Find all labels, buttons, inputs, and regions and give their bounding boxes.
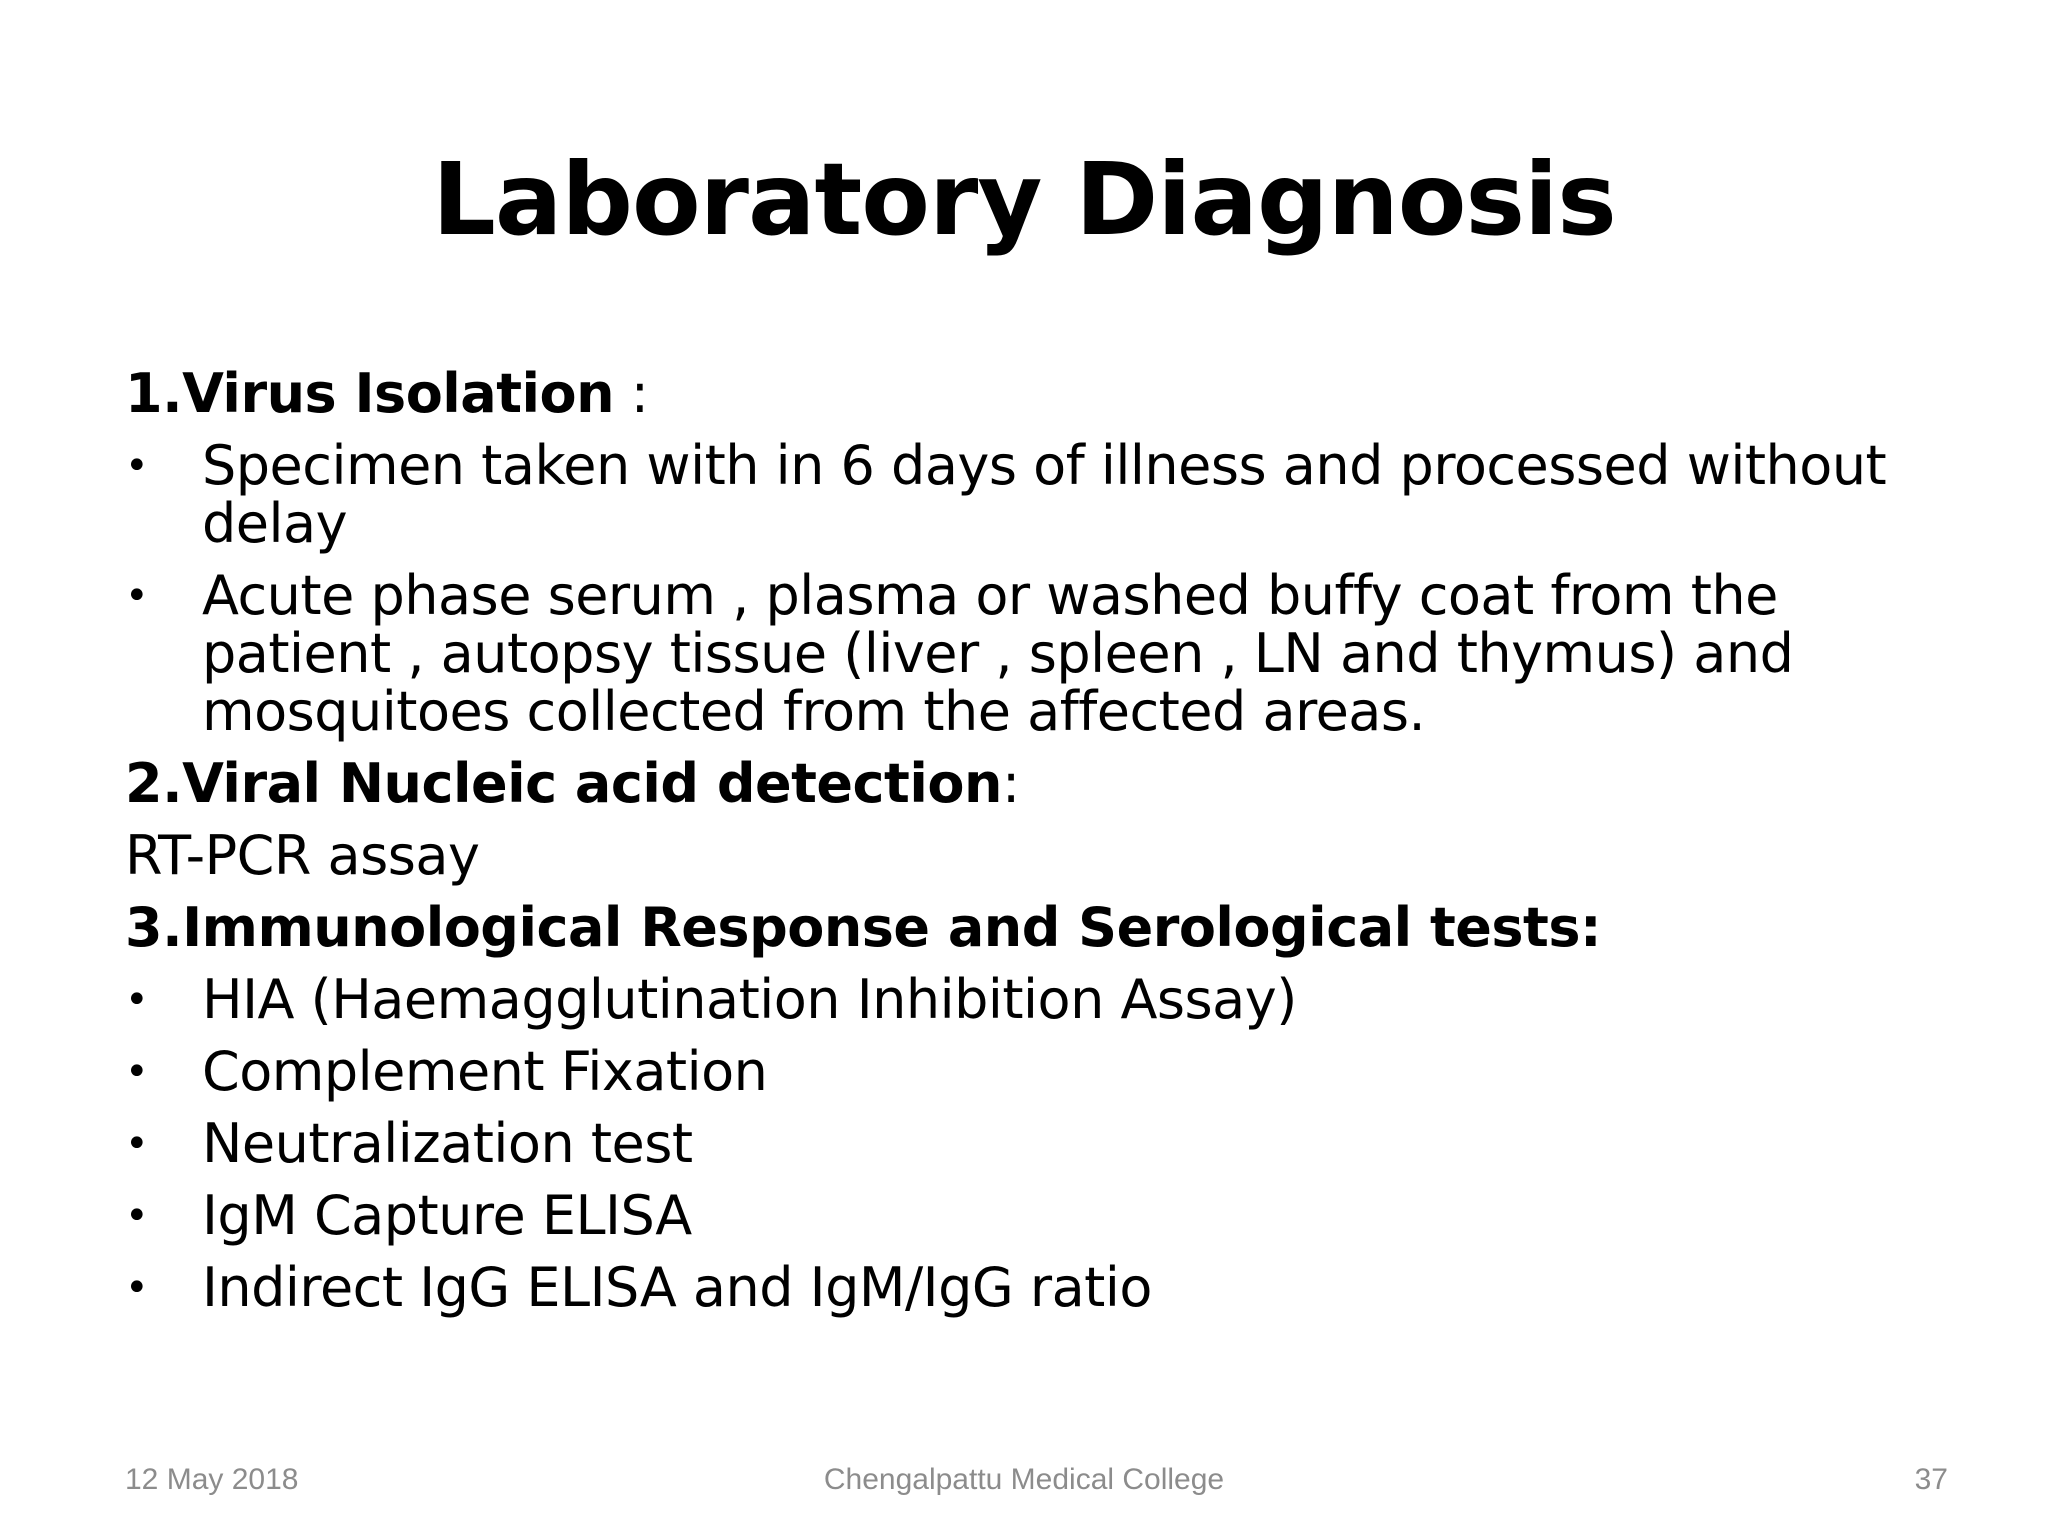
list-item (125, 1112, 1945, 1175)
bullet-icon: • (125, 1121, 149, 1167)
list-item (125, 1256, 1945, 1319)
footer-page-number: 37 (1914, 1463, 1948, 1496)
list-item-text: Acute phase serum , plasma or washed buffy coat from the patient , autopsy tissue (liver , spleen , LN and thymus) and mosquitoes collected from the affected areas. (202, 564, 1794, 743)
list-item (125, 1040, 1945, 1103)
section-heading-nucleic-acid (125, 752, 1945, 815)
section-text-rt-pcr: RT-PCR assay (125, 824, 480, 887)
section-heading-text: 1.Virus Isolation (125, 362, 615, 425)
bullet-icon: • (125, 443, 149, 489)
list-item-text: Indirect IgG ELISA and IgM/IgG ratio (202, 1256, 1152, 1319)
footer-date: 12 May 2018 (125, 1463, 299, 1496)
bullet-icon: • (125, 977, 149, 1023)
list-item (125, 564, 1945, 743)
list-item-text: Complement Fixation (202, 1040, 768, 1103)
slide-content (125, 362, 1945, 1331)
list-item-text: Specimen taken with in 6 days of illness and processed without delay (202, 434, 1887, 555)
list-item (125, 968, 1945, 1031)
bullet-icon: • (125, 1265, 149, 1311)
slide-title: Laboratory Diagnosis (432, 141, 1616, 258)
section-heading-suffix: : (1001, 752, 1020, 815)
section-heading-text: 3.Immunological Response and Serological tests: (125, 896, 1602, 959)
bullet-icon: • (125, 573, 149, 619)
section-heading-text: 2.Viral Nucleic acid detection (125, 752, 1002, 815)
section-heading-suffix: : (614, 362, 649, 425)
section-heading-virus-isolation (125, 362, 1945, 425)
list-item-text: Neutralization test (202, 1112, 693, 1175)
list-item-text: HIA (Haemagglutination Inhibition Assay) (202, 968, 1297, 1031)
list-item-text: IgM Capture ELISA (202, 1184, 692, 1247)
footer-institution: Chengalpattu Medical College (823, 1463, 1225, 1496)
list-item (125, 434, 1945, 555)
bullet-icon: • (125, 1049, 149, 1095)
list-item (125, 1184, 1945, 1247)
section-heading-serological (125, 896, 1945, 959)
bullet-icon: • (125, 1193, 149, 1239)
